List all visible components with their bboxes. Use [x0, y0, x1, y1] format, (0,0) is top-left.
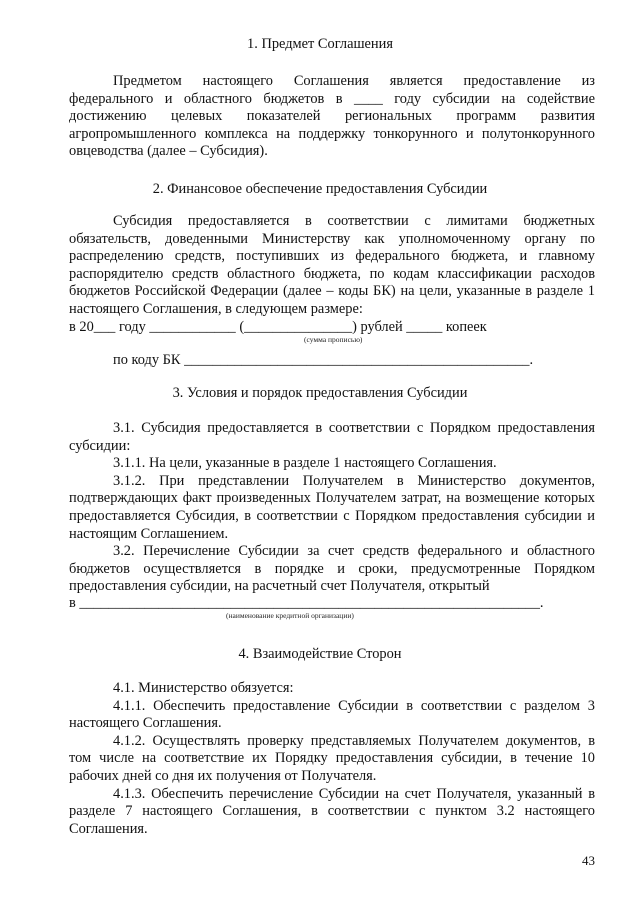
amount-line: в 20___ году ____________ (_______________) рублей _____ копеек [69, 319, 487, 335]
clause-3-1-2: 3.1.2. При представлении Получателем в Министерство документов, подтверждающих факт произведенных Получателем затрат, на возмещение которых предоставляется Субсидия, в соответствии с Порядком предоставления субсидии и настоящим Соглашением. [69, 472, 595, 542]
section-1-paragraph: Предметом настоящего Соглашения является предоставление из федерального и областного бюджетов в ____ году субсидии на содействие достижению целевых показателей региональных программ развития агропромышленного комплекса на поддержку тонкорунного и полутонкорунного овцеводства (далее – Субсидия). [69, 73, 595, 160]
section-4-title: 4. Взаимодействие Сторон [238, 646, 402, 662]
section-4-body [69, 680, 595, 838]
clause-3-1: 3.1. Субсидия предоставляется в соответствии с Порядком предоставления субсидии: [69, 420, 595, 454]
section-1-title: 1. Предмет Соглашения [247, 36, 393, 52]
clause-4-1-1: 4.1.1. Обеспечить предоставление Субсидии в соответствии с разделом 3 настоящего Соглашения. [69, 697, 595, 732]
section-1-body [69, 73, 595, 161]
clause-4-1: 4.1. Министерство обязуется: [113, 680, 294, 696]
clause-4-1-2: 4.1.2. Осуществлять проверку представляемых Получателем документов, в том числе на соответствие их Порядку предоставления субсидии, в течение 10 рабочих дней со дня их получения от Получателя. [69, 732, 595, 784]
section-3-body [69, 420, 595, 596]
section-3-title: 3. Условия и порядок предоставления Субсидии [172, 385, 468, 401]
section-2-body [69, 213, 595, 319]
clause-3-2: 3.2. Перечисление Субсидии за счет средств федерального и областного бюджетов осуществляется в порядке и сроки, предусмотренные Порядком предоставления субсидии, на расчетный счет Получателя, открытый [69, 543, 595, 595]
page-number: 43 [582, 853, 595, 868]
bank-caption: (наименование кредитной организации) [226, 611, 354, 620]
clause-3-1-1: 3.1.1. На цели, указанные в разделе 1 настоящего Соглашения. [113, 455, 497, 472]
clause-4-1-3: 4.1.3. Обеспечить перечисление Субсидии на счет Получателя, указанный в разделе 7 настоящего Соглашения, в соответствии с пунктом 3.2 настоящего Соглашения. [69, 785, 595, 837]
amount-caption: (сумма прописью) [304, 335, 363, 344]
section-2-title: 2. Финансовое обеспечение предоставления Субсидии [152, 181, 488, 197]
bk-code-line: по коду БК ________________________________________________. [113, 352, 534, 368]
section-2-paragraph: Субсидия предоставляется в соответствии с лимитами бюджетных обязательств, доведенными Министерству как уполномоченному органу по распределению средств, поступивших из федерального бюджета, и главному распорядителю средств областного бюджета, по кодам классификации расходов бюджетов Российской Федерации (далее – коды БК) на цели, указанные в разделе 1 настоящего Соглашения, в следующем размере: [69, 213, 595, 317]
bank-line: в ________________________________________________________________. [69, 595, 544, 611]
